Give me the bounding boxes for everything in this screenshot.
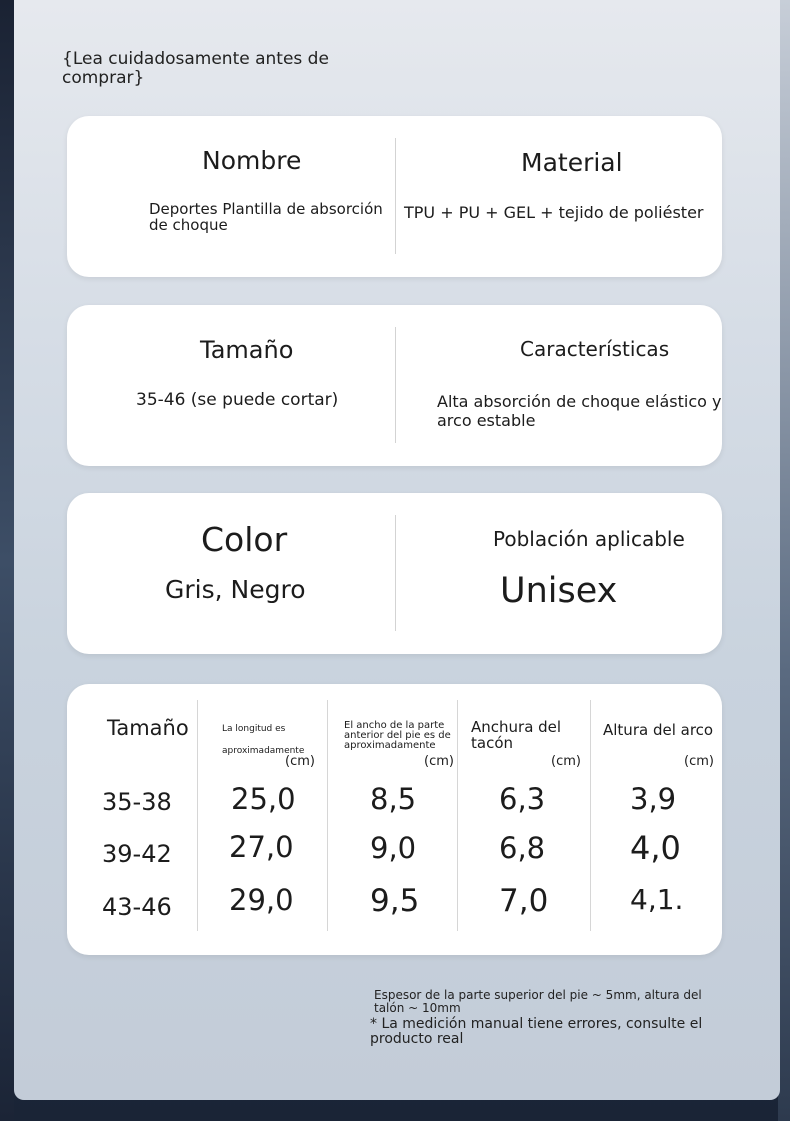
card-title-tamano: Tamaño <box>200 336 294 364</box>
card-title-nombre: Nombre <box>202 146 302 175</box>
table-cell-heel-width: 7,0 <box>499 883 549 919</box>
card-title-color: Color <box>201 520 288 559</box>
note-measurement: * La medición manual tiene errores, consulte el producto real <box>370 1016 703 1047</box>
card-value-tamano: 35-46 (se puede cortar) <box>136 390 339 410</box>
card-title-material: Material <box>521 148 623 177</box>
info-card-size-features <box>67 305 722 466</box>
info-card-color-population <box>67 493 722 654</box>
table-cell-length: 25,0 <box>231 782 296 816</box>
header-forefoot-width: El ancho de la parte anterior del pie es de aproximadamente <box>344 720 451 751</box>
table-cell-heel-width: 6,3 <box>499 782 546 816</box>
header-length: La longitud es aproximadamente <box>222 724 305 756</box>
table-cell-size: 35-38 <box>102 788 172 816</box>
table-cell-forefoot-width: 9,0 <box>370 831 417 865</box>
card-title-caracteristicas: Características <box>520 337 670 361</box>
note-thickness: Espesor de la parte superior del pie ~ 5mm, altura del talón ~ 10mm <box>374 988 702 1015</box>
table-cell-arch-height: 4,1. <box>630 883 684 916</box>
intro-text: {Lea cuidadosamente antes de comprar} <box>62 49 329 88</box>
size-table <box>67 684 722 955</box>
table-cell-arch-height: 4,0 <box>630 829 681 867</box>
table-cell-arch-height: 3,9 <box>630 782 677 816</box>
table-cell-size: 43-46 <box>102 893 172 921</box>
header-arch-height-unit: (cm) <box>684 754 714 769</box>
header-size: Tamaño <box>107 716 189 740</box>
table-cell-heel-width: 6,8 <box>499 831 546 865</box>
card-divider <box>395 327 396 443</box>
card-title-poblacion: Población aplicable <box>493 527 685 551</box>
card-divider <box>395 515 396 631</box>
column-divider <box>590 700 591 931</box>
header-heel-width-unit: (cm) <box>551 754 581 769</box>
header-length-unit: (cm) <box>285 754 315 769</box>
card-divider <box>395 138 396 254</box>
info-card-name-material <box>67 116 722 277</box>
column-divider <box>327 700 328 931</box>
header-arch-height: Altura del arco <box>603 721 714 739</box>
header-heel-width: Anchura del tacón <box>471 718 562 752</box>
table-cell-forefoot-width: 8,5 <box>370 782 417 816</box>
card-value-poblacion: Unisex <box>500 571 618 611</box>
column-divider <box>197 700 198 931</box>
table-cell-forefoot-width: 9,5 <box>370 883 420 919</box>
card-value-caracteristicas: Alta absorción de choque elástico y arco estable <box>437 392 722 430</box>
table-cell-length: 29,0 <box>229 883 294 917</box>
card-value-color: Gris, Negro <box>165 575 306 604</box>
card-value-material: TPU + PU + GEL + tejido de poliéster <box>404 203 704 222</box>
header-forefoot-width-unit: (cm) <box>424 754 454 769</box>
table-cell-length: 27,0 <box>229 830 294 864</box>
card-value-nombre: Deportes Plantilla de absorción de choque <box>149 200 383 234</box>
background-left <box>0 0 14 1121</box>
table-cell-size: 39-42 <box>102 840 172 868</box>
